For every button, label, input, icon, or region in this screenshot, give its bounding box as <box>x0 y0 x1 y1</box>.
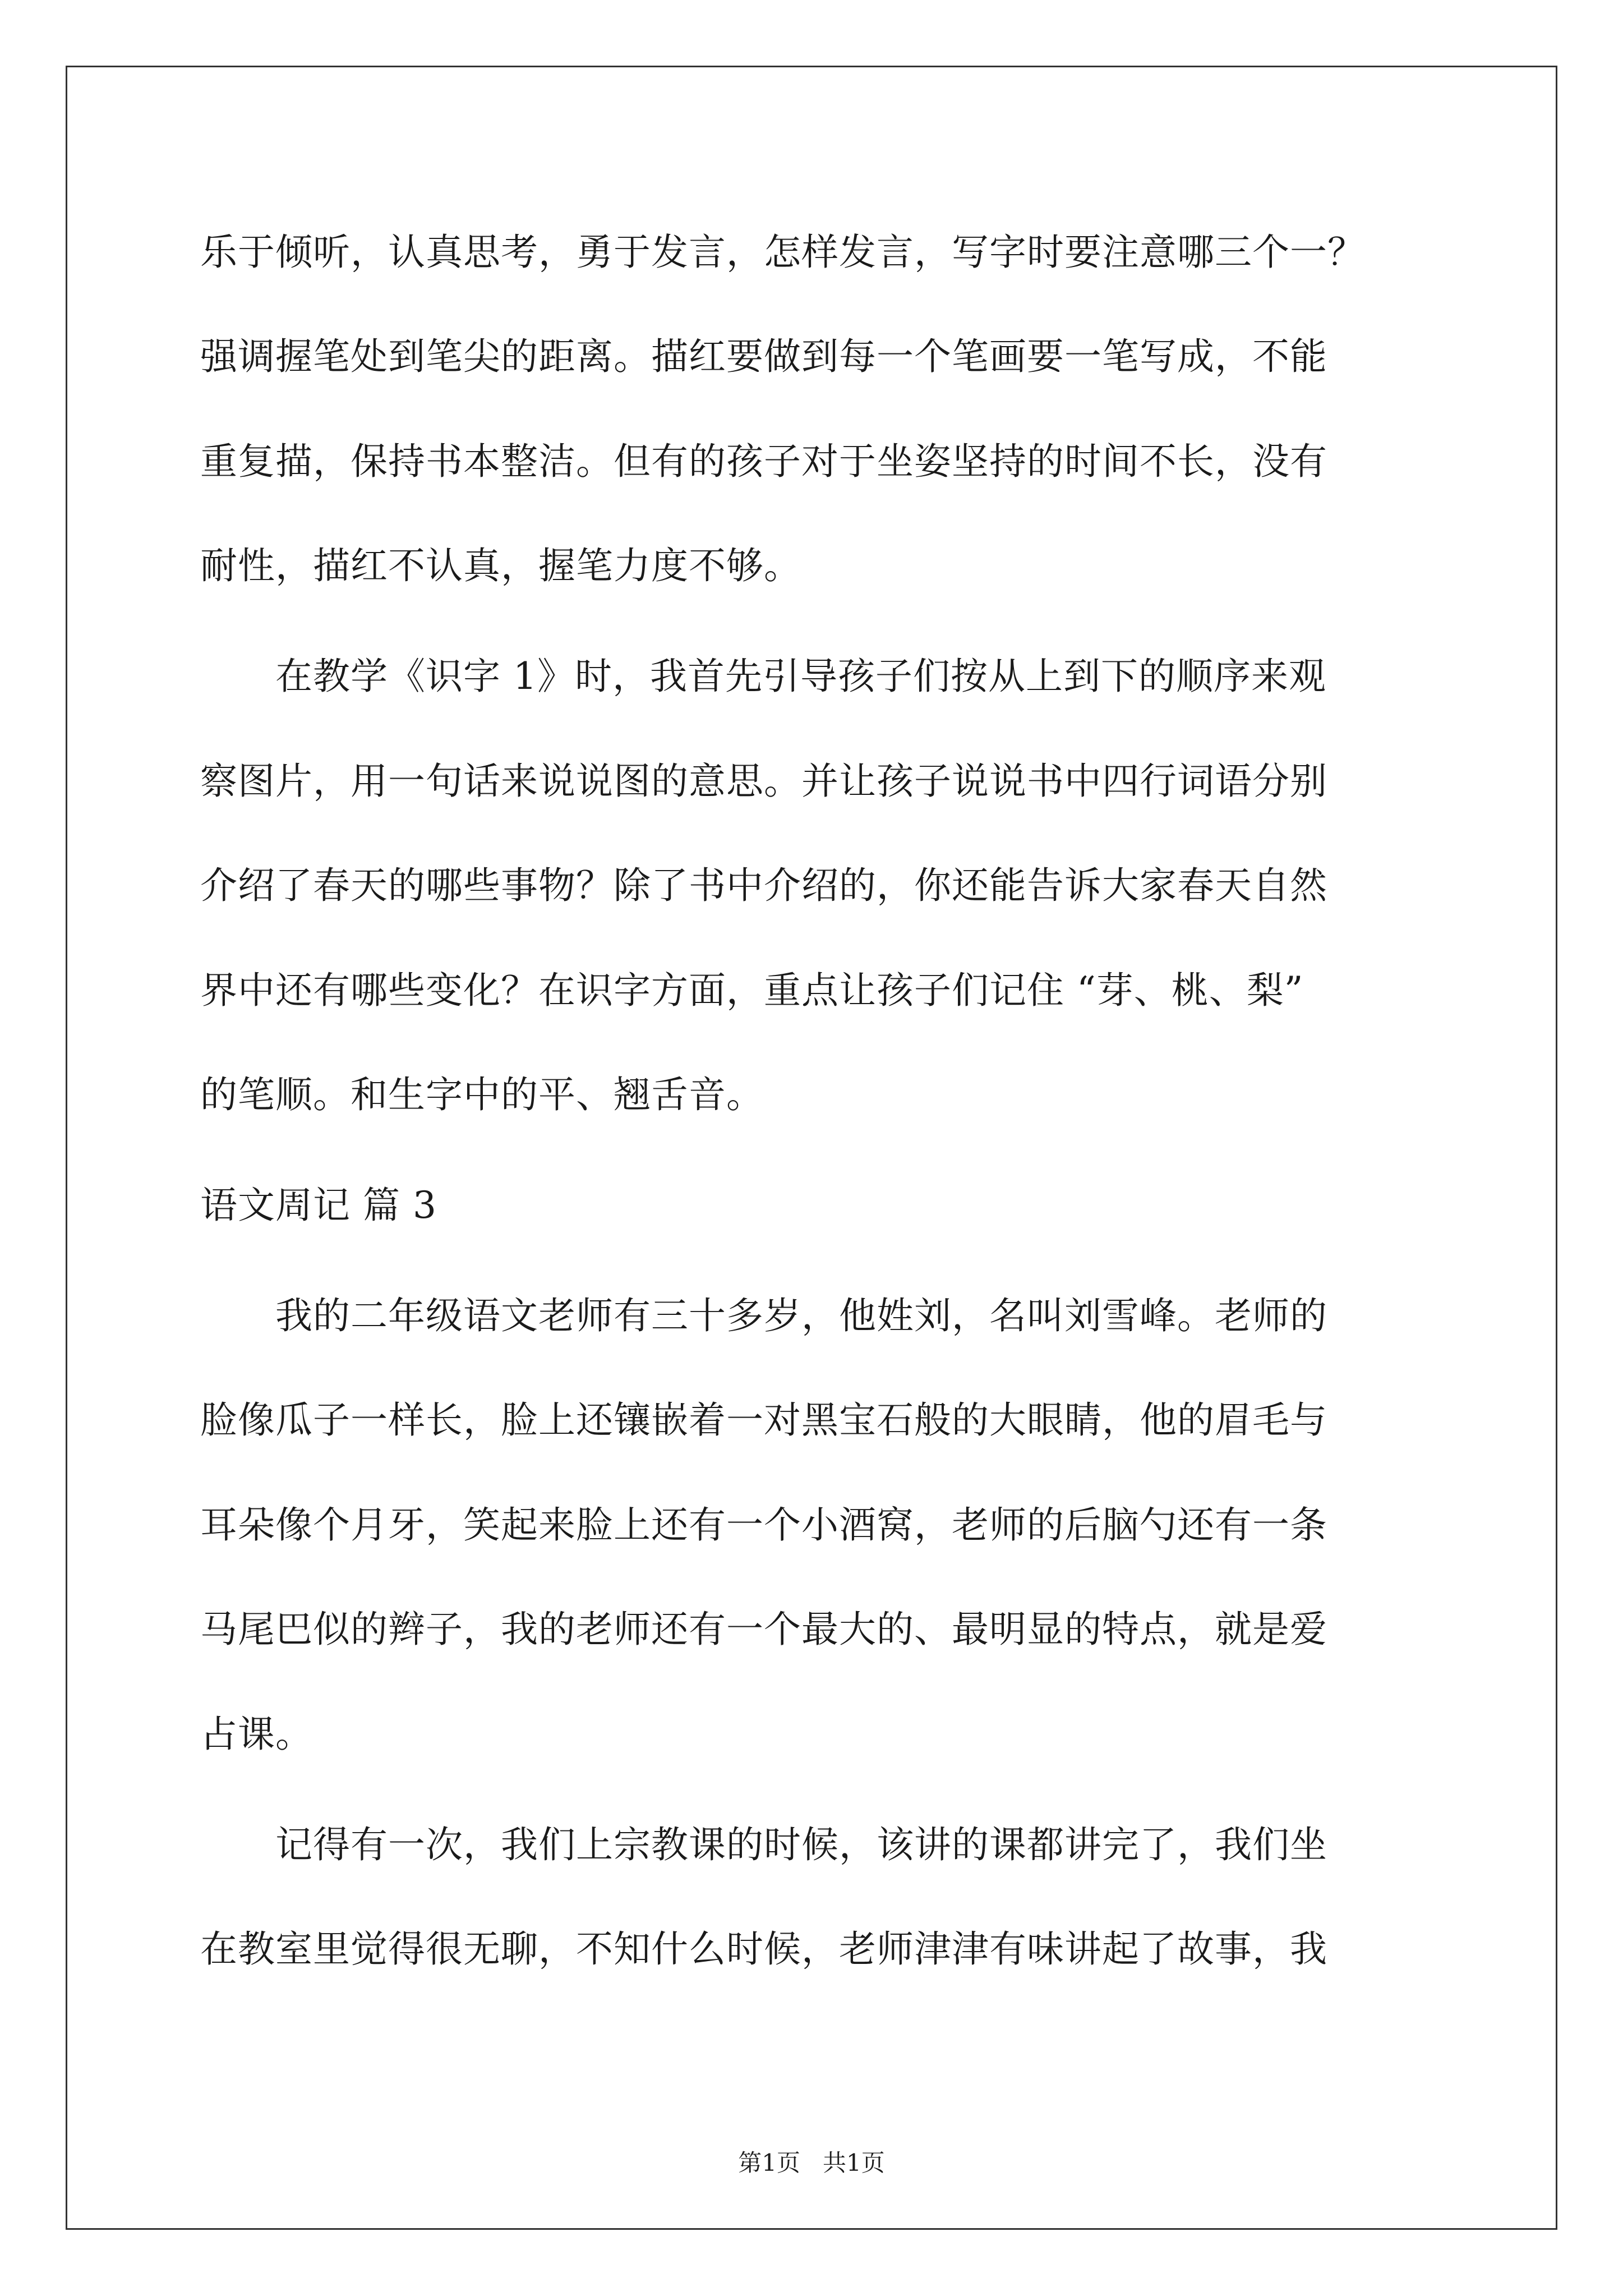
text-line: 察图片，用一句话来说说图的意思。并让孩子说说书中四行词语分别 <box>200 760 1327 803</box>
text-line: 耳朵像个月牙，笑起来脸上还有一个小酒窝，老师的后脑勺还有一条 <box>200 1503 1327 1547</box>
text-line: 界中还有哪些变化？在识字方面，重点让孩子们记住 “芽、桃、梨” <box>200 969 1304 1012</box>
text-line: 的笔顺。和生字中的平、翘舌音。 <box>200 1073 764 1116</box>
section-heading: 语文周记 篇 3 <box>200 1184 437 1227</box>
text-line: 介绍了春天的哪些事物？除了书中介绍的，你还能告诉大家春天自然 <box>200 864 1327 907</box>
page-border <box>66 66 1557 2230</box>
text-line: 乐于倾听，认真思考，勇于发言，怎样发言，写字时要注意哪三个一？ <box>200 231 1365 274</box>
text-line: 在教学《识字 1》时，我首先引导孩子们按从上到下的顺序来观 <box>200 655 1326 698</box>
text-line: 耐性，描红不认真，握笔力度不够。 <box>200 544 801 587</box>
page-footer: 第1页 共1页 <box>738 2149 885 2177</box>
text-line: 强调握笔处到笔尖的距离。描红要做到每一个笔画要一笔写成，不能 <box>200 335 1327 378</box>
text-line: 记得有一次，我们上宗教课的时候，该讲的课都讲完了，我们坐 <box>200 1823 1327 1866</box>
text-line: 占课。 <box>200 1713 313 1756</box>
text-line: 我的二年级语文老师有三十多岁，他姓刘，名叫刘雪峰。老师的 <box>200 1294 1327 1337</box>
text-line: 在教室里觉得很无聊，不知什么时候，老师津津有味讲起了故事，我 <box>200 1927 1327 1971</box>
text-line: 马尾巴似的辫子，我的老师还有一个最大的、最明显的特点，就是爱 <box>200 1608 1327 1651</box>
text-line: 脸像瓜子一样长，脸上还镶嵌着一对黑宝石般的大眼睛，他的眉毛与 <box>200 1398 1327 1442</box>
text-line: 重复描，保持书本整洁。但有的孩子对于坐姿坚持的时间不长，没有 <box>200 440 1327 483</box>
